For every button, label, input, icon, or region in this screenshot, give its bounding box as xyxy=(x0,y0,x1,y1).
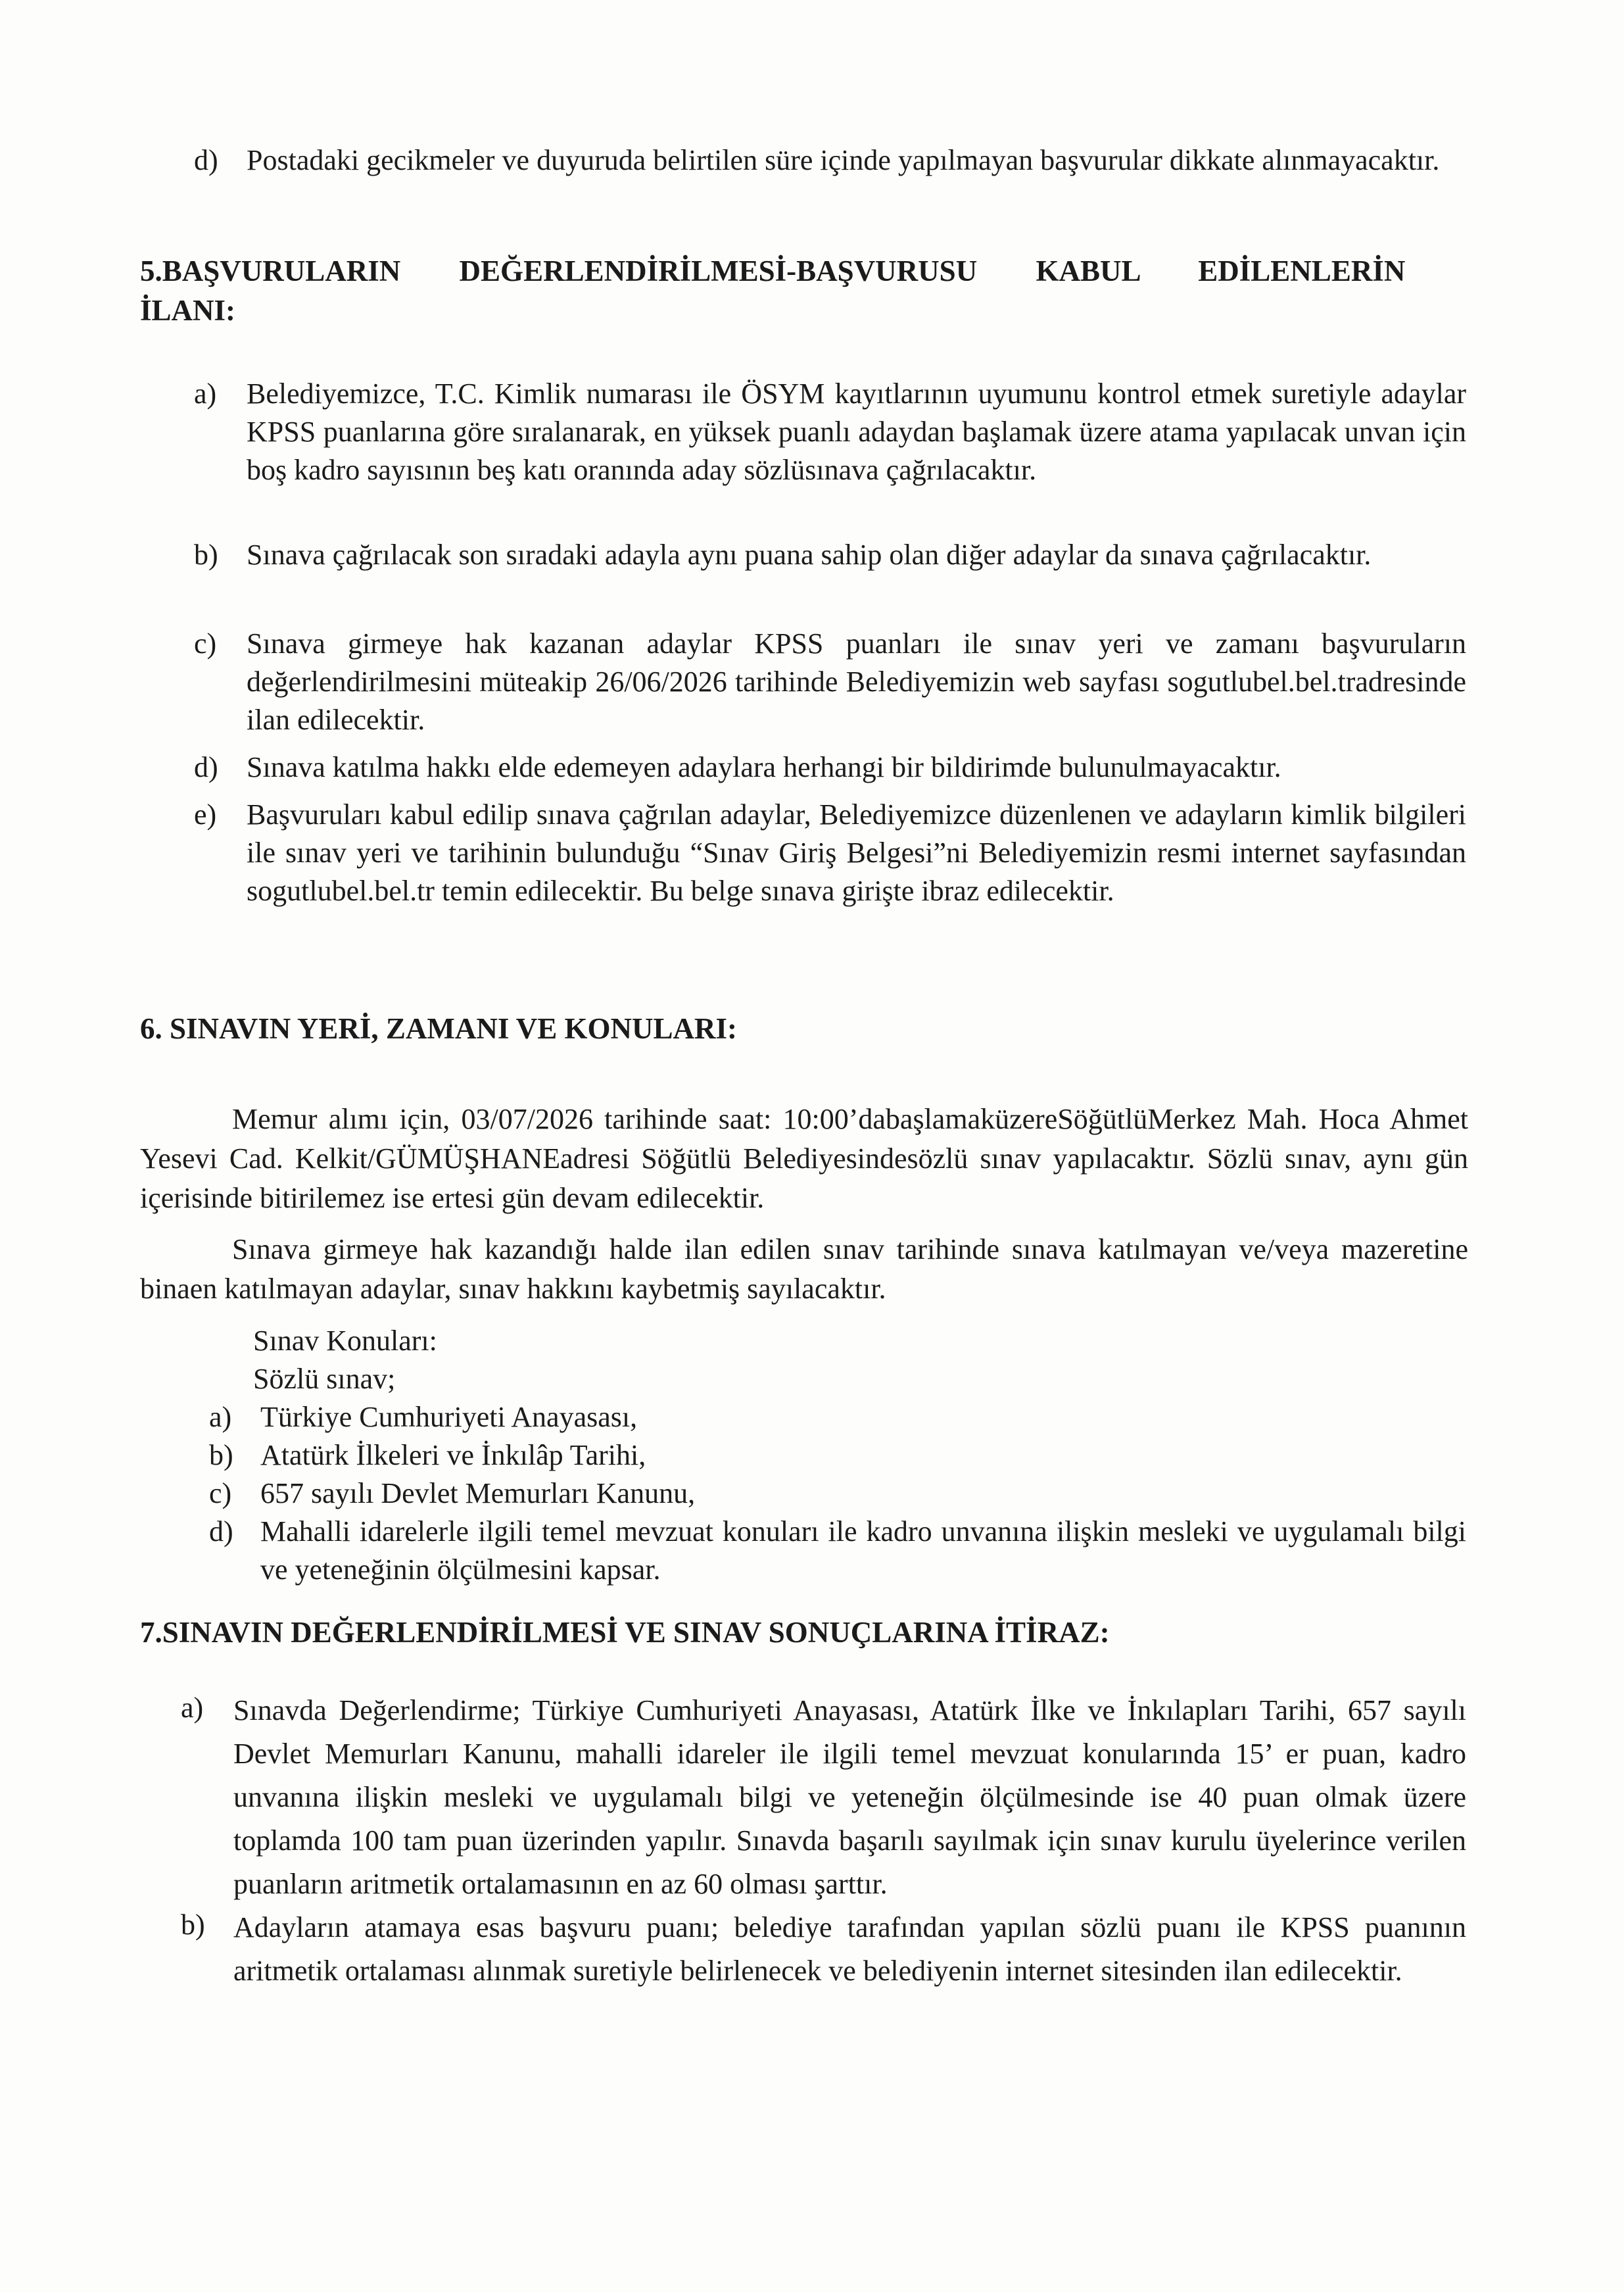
exam-topics-label: Sınav Konuları: xyxy=(253,1325,437,1357)
list-marker: d) xyxy=(194,144,218,176)
oral-exam-label: Sözlü sınav; xyxy=(253,1363,396,1395)
section-6-paragraph-2: Sınava girmeye hak kazandığı halde ilan edilen sınav tarihinde sınava katılmayan ve/veya mazeretine binaen katılmayan adaylar, sınav hakkını kaybetmiş sayılacaktır. xyxy=(140,1233,1468,1305)
topic-item xyxy=(209,1398,1466,1436)
list-marker: b) xyxy=(194,539,218,571)
list-marker: a) xyxy=(194,378,217,410)
list-marker: a) xyxy=(181,1692,204,1724)
list-marker: d) xyxy=(209,1515,233,1548)
section-6-heading: 6. SINAVIN YERİ, ZAMANI VE KONULARI: xyxy=(140,1012,738,1045)
topic-text: 657 sayılı Devlet Memurları Kanunu, xyxy=(260,1477,696,1509)
list-item-text: Sınava katılma hakkı elde edemeyen adaylara herhangi bir bildirimde bulunulmayacaktır. xyxy=(247,751,1281,783)
section-5-heading: 5.BAŞVURULARIN DEĞERLENDİRİLMESİ-BAŞVURUSU KABUL EDİLENLERİN İLANI: xyxy=(140,255,1406,327)
list-marker: b) xyxy=(209,1439,233,1471)
list-item-text: Sınava çağrılacak son sıradaki adayla aynı puana sahip olan diğer adaylar da sınava çağrılacaktır. xyxy=(247,539,1372,571)
list-item xyxy=(194,748,1466,787)
list-item-text: Adayların atamaya esas başvuru puanı; belediye tarafından yapılan sözlü puanı ile KPSS puanının aritmetik ortalaması alınmak suretiyle belirlenecek ve belediyenin internet sitesinden ilan edilecektir. xyxy=(233,1911,1466,1987)
list-item xyxy=(181,1689,1466,1906)
list-item xyxy=(194,141,1466,180)
list-item xyxy=(181,1906,1466,1993)
topic-text: Türkiye Cumhuriyeti Anayasası, xyxy=(260,1401,638,1433)
section-7-heading: 7.SINAVIN DEĞERLENDİRİLMESİ VE SINAV SONUÇLARINA İTİRAZ: xyxy=(140,1616,1110,1649)
list-item-text: Sınavda Değerlendirme; Türkiye Cumhuriyeti Anayasası, Atatürk İlke ve İnkılapları Tarihi, 657 sayılı Devlet Memurları Kanunu, mahalli idareler ile ilgili temel mevzuat konularında 15’ er puan, kadro unvanına ilişkin mesleki ve uygulamalı bilgi ve yeteneğin ölçülmesinde ise 40 puan olmak üzere toplamda 100 tam puan üzerinden yapılır. Sınavda başarılı sayılmak için sınav kurulu üyelerince verilen puanların aritmetik ortalamasının en az 60 olması şarttır. xyxy=(233,1694,1466,1900)
list-item xyxy=(194,796,1466,910)
list-marker: b) xyxy=(181,1909,205,1941)
section-6-paragraph-1: Memur alımı için, 03/07/2026 tarihinde saat: 10:00’dabaşlamaküzereSöğütlüMerkez Mah. Hoca Ahmet Yesevi Cad. Kelkit/GÜMÜŞHANEadresi Söğütlü Belediyesindesözlü sınav yapılacaktır. Sözlü sınav, aynı gün içerisinde bitirilemez ise ertesi gün devam edilecektir. xyxy=(140,1103,1468,1214)
topic-item xyxy=(209,1475,1466,1513)
list-marker: a) xyxy=(209,1401,232,1433)
list-item-text: Başvuruları kabul edilip sınava çağrılan adaylar, Belediyemizce düzenlenen ve adayların kimlik bilgileri ile sınav yeri ve tarihinin bulunduğu “Sınav Giriş Belgesi”ni Belediyemizin resmi internet sayfasından sogutlubel.bel.tr temin edilecektir. Bu belge sınava girişte ibraz edilecektir. xyxy=(247,798,1466,907)
list-item-text: Sınava girmeye hak kazanan adaylar KPSS puanları ile sınav yeri ve zamanı başvuruların değerlendirilmesini müteakip 26/06/2026 tarihinde Belediyemizin web sayfası sogutlubel.bel.tradresinde ilan edilecektir. xyxy=(247,627,1466,736)
list-item-text: Belediyemizce, T.C. Kimlik numarası ile ÖSYM kayıtlarının uyumunu kontrol etmek suretiyle adaylar KPSS puanlarına göre sıralanarak, en yüksek puanlı adaydan başlamak üzere atama yapılacak unvan için boş kadro sayısının beş katı oranında aday sözlüsınava çağrılacaktır. xyxy=(247,378,1466,486)
topic-item xyxy=(209,1513,1466,1589)
list-marker: e) xyxy=(194,798,217,831)
topic-text: Atatürk İlkeleri ve İnkılâp Tarihi, xyxy=(260,1439,646,1471)
list-item xyxy=(194,536,1466,574)
list-marker: d) xyxy=(194,751,218,783)
list-item-text: Postadaki gecikmeler ve duyuruda belirtilen süre içinde yapılmayan başvurular dikkate alınmayacaktır. xyxy=(247,144,1440,176)
list-marker: c) xyxy=(194,627,217,660)
list-item xyxy=(194,375,1466,489)
list-marker: c) xyxy=(209,1477,232,1509)
list-item xyxy=(194,625,1466,739)
topic-item xyxy=(209,1436,1466,1475)
topic-text: Mahalli idarelerle ilgili temel mevzuat konuları ile kadro unvanına ilişkin mesleki ve uygulamalı bilgi ve yeteneğinin ölçülmesini kapsar. xyxy=(260,1515,1466,1586)
